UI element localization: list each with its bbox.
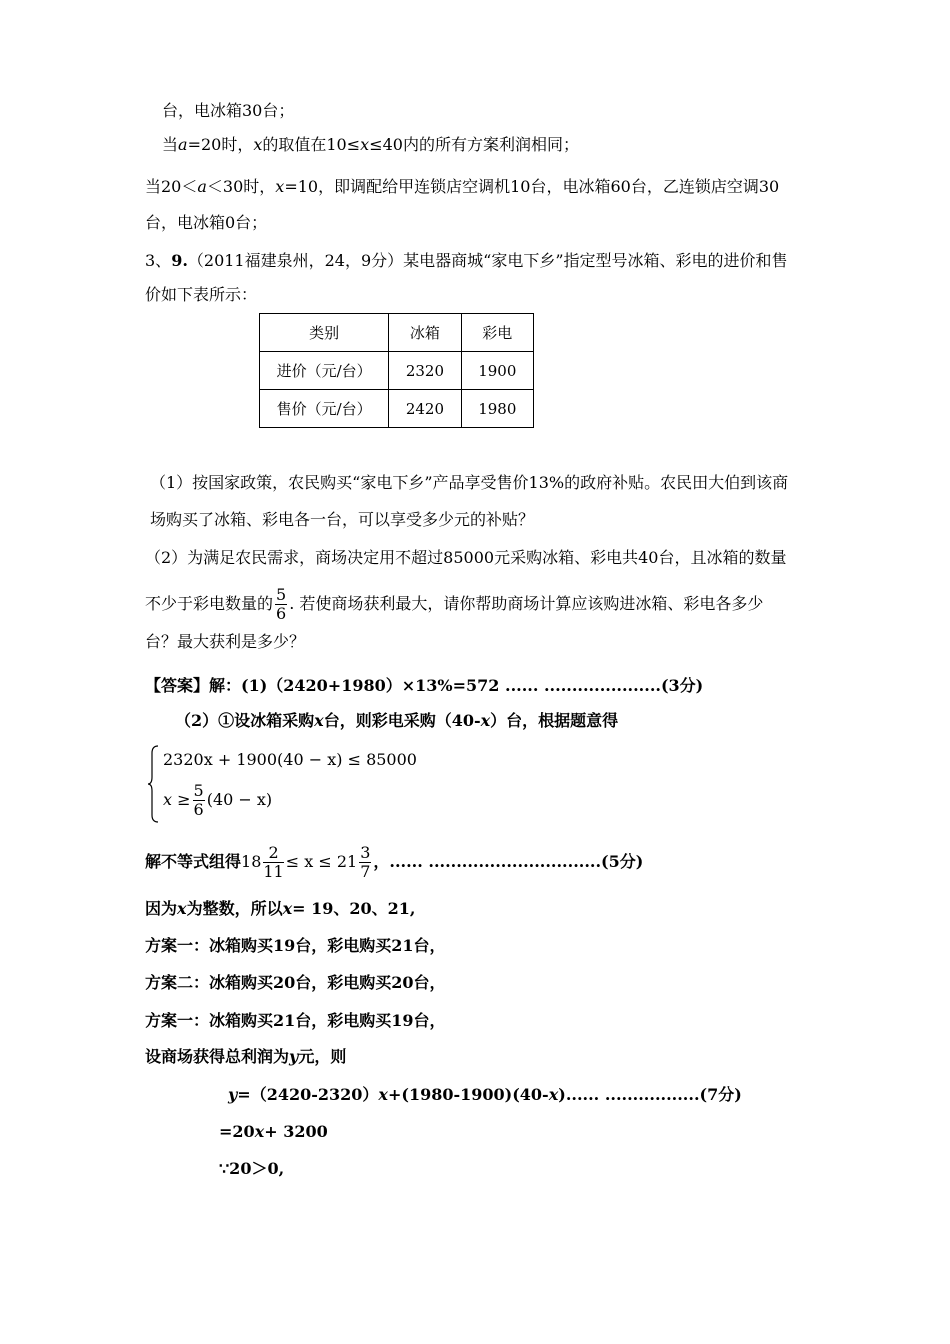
subquestion-2: （2）为满足农民需求，商场决定用不超过85000元采购冰箱、彩电共40台，且冰箱的数量	[145, 548, 787, 567]
answer-heading: 【答案】解：(1)（2420+1980）×13%=572 ...... .....................(3分)	[145, 676, 704, 695]
text-line: 场购买了冰箱、彩电各一台，可以享受多少元的补贴？	[150, 510, 535, 529]
plan-line: 方案二：冰箱购买20台，彩电购买20台，	[145, 973, 446, 992]
table-header-row	[260, 314, 534, 352]
table-header-cell: 冰箱	[389, 314, 461, 352]
price-table	[259, 313, 534, 428]
table-cell: 1900	[461, 352, 533, 390]
table-cell: 2420	[389, 390, 461, 428]
plan-line: 方案一：冰箱购买21台，彩电购买19台，	[145, 1011, 446, 1030]
answer-line: 因为x为整数，所以x= 19、20、21,	[145, 899, 416, 918]
fraction: $\frac{2}{11}$	[263, 843, 284, 881]
table-cell: 2320	[389, 352, 461, 390]
text-line: 当a=20时，x的取值在10≤x≤40内的所有方案利润相同；	[162, 135, 579, 154]
text-line: 当20＜a＜30时，x=10，即调配给甲连锁店空调机10台，电冰箱60台，乙连锁店空调30	[145, 177, 780, 196]
table-header-cell: 彩电	[461, 314, 533, 352]
answer-line: 设商场获得总利润为y元，则	[145, 1047, 347, 1066]
plan-line: 方案一：冰箱购买19台，彩电购买21台，	[145, 936, 446, 955]
brace-icon	[147, 745, 159, 823]
text-line: 价如下表所示：	[145, 285, 258, 304]
table-row	[260, 390, 534, 428]
answer-line: ∵20＞0,	[219, 1159, 285, 1178]
table-cell: 进价（元/台）	[260, 352, 389, 390]
fraction: $\frac{3}{7}$	[360, 843, 371, 881]
table-row	[260, 352, 534, 390]
text-line: 台？最大获利是多少？	[145, 632, 306, 651]
answer-line: （2）①设冰箱采购x台，则彩电采购（40-x）台，根据题意得	[175, 711, 619, 730]
equation-line: =20x+ 3200	[219, 1122, 328, 1141]
equation-line: y=（2420-2320）x+(1980-1900)(40-x)...... .................(7分)	[228, 1085, 742, 1104]
subquestion-1: （1）按国家政策，农民购买“家电下乡”产品享受售价13%的政府补贴。农民田大伯到该商	[150, 473, 789, 492]
text-line: 台，电冰箱0台；	[145, 213, 268, 232]
table-cell: 售价（元/台）	[260, 390, 389, 428]
fraction: $\frac{5}{6}$	[276, 585, 287, 623]
text-line: 台，电冰箱30台；	[162, 101, 295, 120]
table-header-cell: 类别	[260, 314, 389, 352]
answer-line: 解不等式组得18 $\frac{2}{11}$ ≤ x ≤ 21 $\frac{3}{7}$ ，...... ...............................(5分)	[145, 843, 644, 881]
fraction: $\frac{5}{6}$	[193, 781, 204, 819]
text-line: 不少于彩电数量的 $\frac{5}{6}$ . 若使商场获利最大，请你帮助商场计算应该购进冰箱、彩电各多少	[145, 585, 764, 623]
question-heading: 3、9.（2011福建泉州，24，9分）某电器商城“家电下乡”指定型号冰箱、彩电的进价和售	[145, 251, 788, 270]
table-cell: 1980	[461, 390, 533, 428]
inequality-1: 2320x + 1900(40 − x) ≤ 85000	[163, 750, 417, 769]
inequality-2: x ≥ $\frac{5}{6}$ (40 − x)	[163, 781, 273, 819]
